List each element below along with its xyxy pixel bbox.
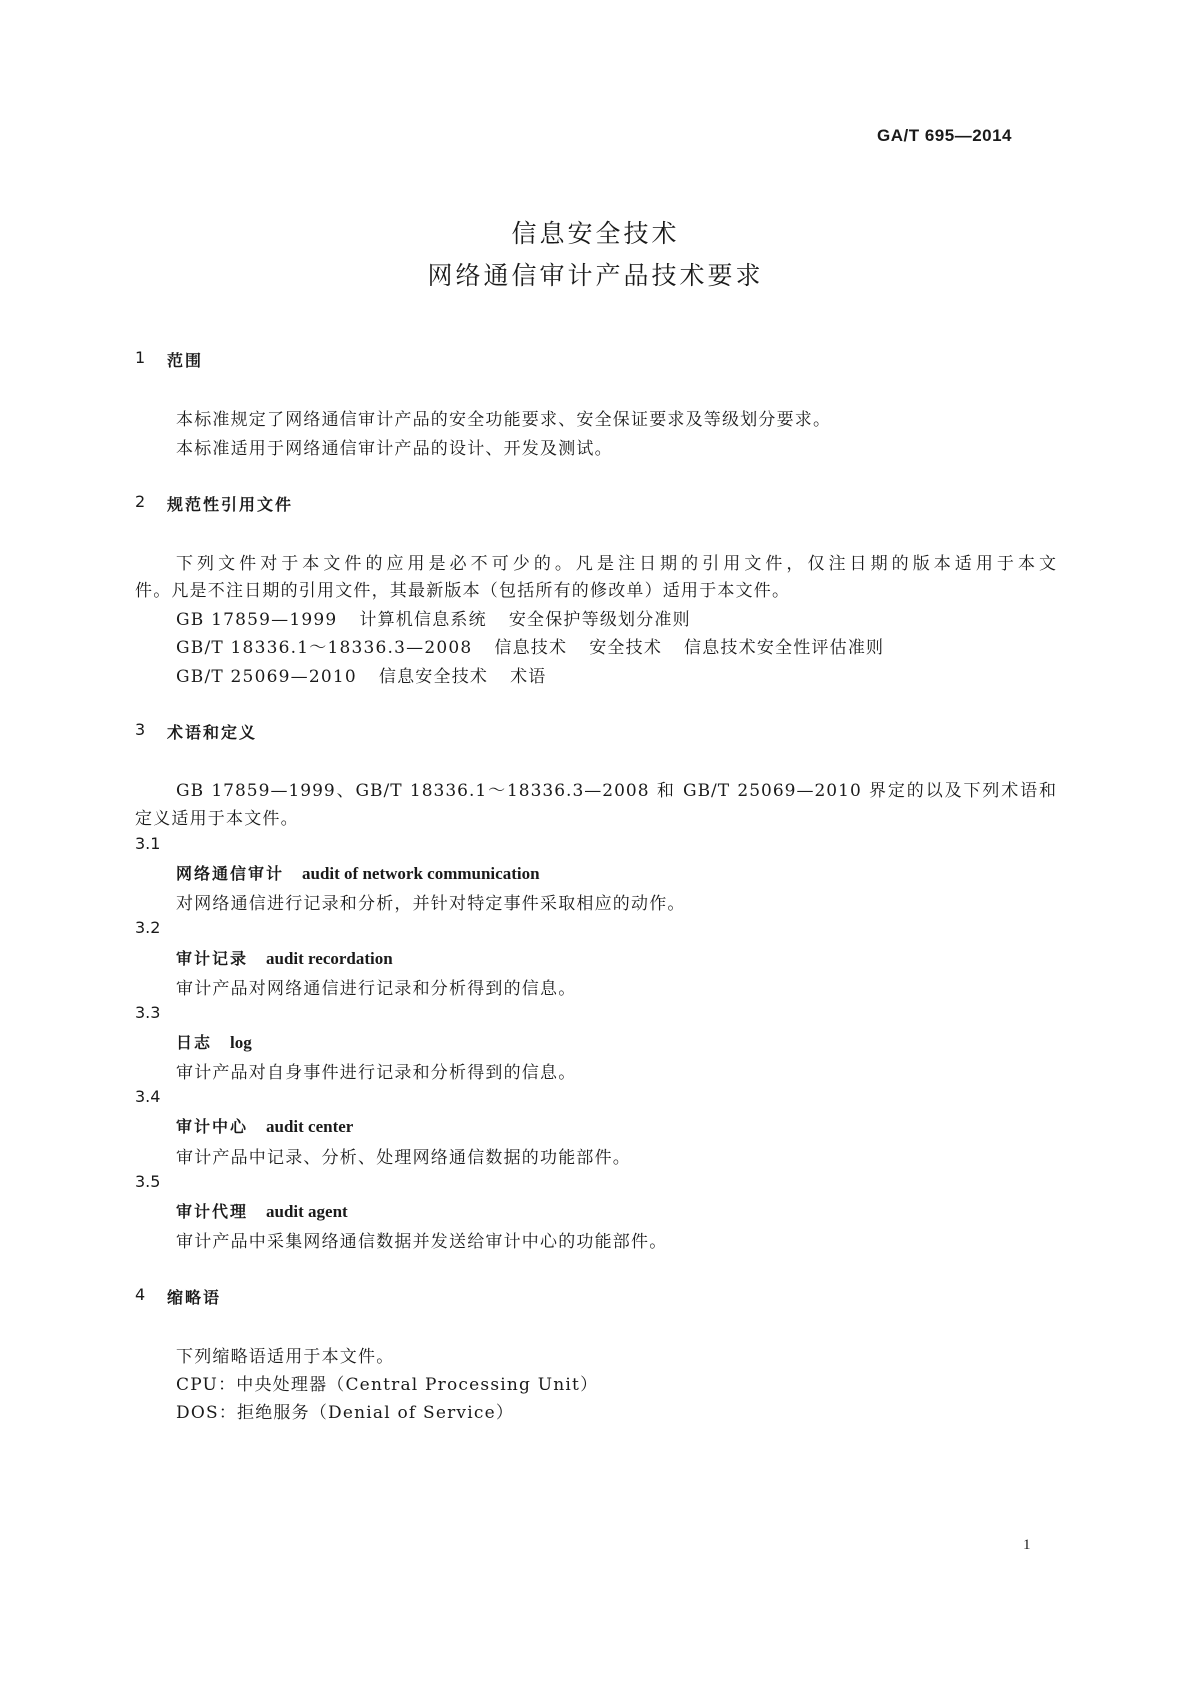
reference-title-part: 安全保护等级划分准则: [508, 610, 691, 630]
section-1-title: 范围: [167, 351, 204, 370]
reference-code: GB 17859—1999: [176, 610, 338, 630]
term-name-en: log: [230, 1033, 252, 1052]
section-4-number: 4: [135, 1285, 146, 1304]
term-number: 3.4: [135, 1087, 161, 1106]
term-name-zh: 网络通信审计: [176, 864, 285, 883]
term-heading: [176, 1030, 252, 1053]
section-2-intro-line-2: 件。凡是不注日期的引用文件，其最新版本（包括所有的修改单）适用于本文件。: [135, 581, 791, 601]
abbreviation-item: CPU：中央处理器（Central Processing Unit）: [176, 1375, 599, 1395]
section-1-paragraph-2: 本标准适用于网络通信审计产品的设计、开发及测试。: [176, 439, 613, 459]
term-definition: 审计产品中采集网络通信数据并发送给审计中心的功能部件。: [176, 1232, 668, 1252]
section-1-number: 1: [135, 348, 146, 367]
term-heading: [176, 1199, 348, 1222]
section-3-title: 术语和定义: [167, 723, 258, 742]
document-title-line-2: 网络通信审计产品技术要求: [427, 261, 764, 290]
section-3-number: 3: [135, 720, 146, 739]
term-definition: 对网络通信进行记录和分析，并针对特定事件采取相应的动作。: [176, 894, 686, 914]
term-name-en: audit of network communication: [302, 864, 540, 883]
reference-title-part: 信息技术安全性评估准则: [684, 638, 885, 658]
reference-title-part: 信息技术: [494, 638, 568, 658]
term-number: 3.1: [135, 834, 161, 853]
page-number: 1: [1023, 1537, 1031, 1553]
term-heading: [176, 1114, 353, 1137]
section-2-number: 2: [135, 492, 146, 511]
reference-item: [176, 633, 884, 658]
reference-item: [176, 662, 547, 687]
section-3-intro-line-1: GB 17859—1999、GB/T 18336.1～18336.3—2008 和 GB/T 25069—2010 界定的以及下列术语和: [176, 781, 1057, 801]
abbreviation-item: DOS：拒绝服务（Denial of Service）: [176, 1403, 515, 1423]
term-number: 3.2: [135, 918, 161, 937]
term-name-en: audit center: [266, 1117, 354, 1136]
reference-item: [176, 605, 691, 630]
section-4-paragraph: 下列缩略语适用于本文件。: [176, 1347, 395, 1367]
reference-title-part: 安全技术: [589, 638, 663, 658]
section-1-paragraph-1: 本标准规定了网络通信审计产品的安全功能要求、安全保证要求及等级划分要求。: [176, 410, 832, 430]
section-4-title: 缩略语: [167, 1288, 222, 1307]
term-heading: [176, 861, 540, 884]
term-name-zh: 审计代理: [176, 1202, 249, 1221]
standard-code: GA/T 695—2014: [877, 126, 1013, 145]
term-heading: [176, 946, 393, 969]
term-name-en: audit recordation: [266, 949, 393, 968]
term-definition: 审计产品中记录、分析、处理网络通信数据的功能部件。: [176, 1148, 631, 1168]
term-definition: 审计产品对自身事件进行记录和分析得到的信息。: [176, 1063, 577, 1083]
term-name-zh: 审计记录: [176, 949, 249, 968]
term-name-zh: 审计中心: [176, 1117, 249, 1136]
reference-title-part: 计算机信息系统: [359, 610, 487, 630]
section-3-intro-line-2: 定义适用于本文件。: [135, 809, 299, 829]
term-name-en: audit agent: [266, 1202, 348, 1221]
reference-title-part: 术语: [510, 667, 547, 687]
reference-code: GB/T 25069—2010: [176, 667, 357, 687]
section-2-title: 规范性引用文件: [167, 495, 294, 514]
section-2-intro-line-1: 下列文件对于本文件的应用是必不可少的。凡是注日期的引用文件，仅注日期的版本适用于本文: [176, 554, 1057, 574]
term-definition: 审计产品对网络通信进行记录和分析得到的信息。: [176, 979, 577, 999]
document-title-line-1: 信息安全技术: [511, 219, 680, 248]
reference-code: GB/T 18336.1～18336.3—2008: [176, 638, 473, 658]
term-number: 3.3: [135, 1003, 161, 1022]
term-name-zh: 日志: [176, 1033, 213, 1052]
term-number: 3.5: [135, 1172, 161, 1191]
reference-title-part: 信息安全技术: [378, 667, 489, 687]
